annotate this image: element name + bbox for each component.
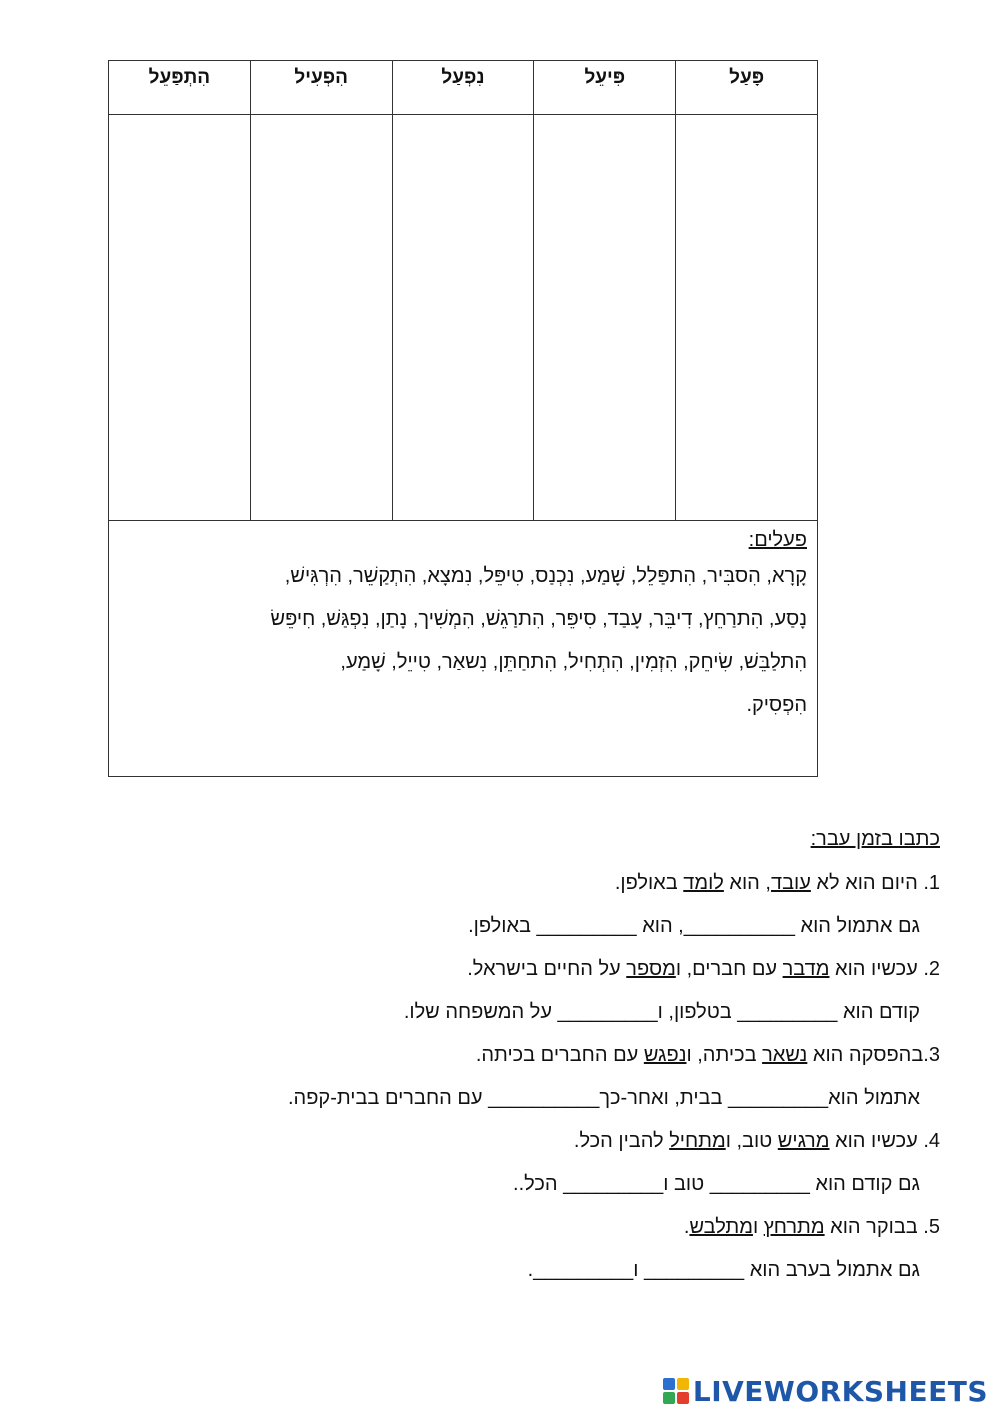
q-text: להבין הכל. [573,1130,670,1152]
verbs-line-4: הִפְסִיק. [746,694,807,716]
binyanim-table [108,60,818,777]
liveworksheets-logo [663,1374,988,1408]
verbs-title: פעלים: [748,529,807,551]
q-text: 2. עכשיו הוא [829,958,940,980]
exercise-1-question [80,868,940,898]
q-text: ו [752,1216,764,1238]
q-text: . [683,1216,690,1238]
verbs-bank [109,521,818,777]
exercise-3-answer-line[interactable]: אתמול הוא_________ בבית, ואחר-כך__________ עם החברים בבית-קפה. [287,1087,920,1109]
verbs-row [109,521,818,777]
exercise-1-answer-line[interactable]: גם אתמול הוא __________, הוא _________ באולפן. [468,915,920,937]
q-underlined-verb: מתלבש [689,1216,753,1238]
answer-cell-hitpael[interactable] [109,115,251,521]
q-text: באולפן. [614,872,684,894]
exercise-5-question [80,1212,940,1242]
q-text: עם חברים, ו [675,958,783,980]
verbs-line-1: קָרָא, הִסבִּיר, הִתפַּלֵל, שָׁמַע, נִכְנַס, טִיפֵּל, נִמצָא, הִתְקַשֵׁר, הִרְגִּישׁ, [284,565,807,587]
exercise-5-answer-line[interactable]: גם אתמול בערב הוא _________ ו_________. [527,1259,920,1281]
exercise-2-question [80,954,940,984]
exercise-3-question [80,1040,940,1070]
q-underlined-verb: מדבר [782,958,830,980]
q-text: טוב, ו [725,1130,778,1152]
exercise-2-answer-line[interactable]: קודם הוא _________ בטלפון, ו_________ על המשפחה שלו. [403,1001,920,1023]
q-text: בכיתה, ו [686,1044,763,1066]
q-underlined-verb: נשאר [762,1044,808,1066]
header-hitpael: הִתְפַּעֵל [109,61,251,115]
table-header-row [109,61,818,115]
exercises-title: כתבו בזמן עבר: [810,828,940,850]
q-underlined-verb: נפגש [643,1044,687,1066]
header-hifil: הִפְעִיל [250,61,392,115]
answer-cell-hifil[interactable] [250,115,392,521]
answer-cell-piel[interactable] [534,115,676,521]
q-underlined-verb: עובד [770,872,811,894]
answer-cell-paal[interactable] [676,115,818,521]
q-underlined-verb: לומד [683,872,724,894]
q-text: 4. עכשיו הוא [829,1130,940,1152]
q-text: , הוא [723,872,771,894]
q-text: 1. היום הוא לא [810,872,940,894]
verbs-line-2: נָסַע, הִתרַחֵץ, דִיבֵּר, עָבַד, סִיפֵּר, הִתרַגֵשׁ, הִמְשִׁיך, נָתַן, נִפְגַּשׁ, חִיפֵּשׂ [270,608,807,630]
logo-text: LIVEWORKSHEETS [692,1374,988,1408]
exercise-4-answer-line[interactable]: גם קודם הוא _________ טוב ו_________ הכל.. [513,1173,920,1195]
q-underlined-verb: מרגיש [777,1130,830,1152]
verbs-line-3: הִתלַבֵּשׁ, שִׂיחֵק, הִזְמִין, הִתְחִיל, הִתחַתֵּן, נִשאַר, טִייֵל, שָׁמַע, [340,651,807,673]
header-nifal: נִפְעַל [392,61,534,115]
liveworksheets-mark-icon [663,1378,689,1404]
table-answer-row [109,115,818,521]
header-paal: פָּעַל [676,61,818,115]
q-text: על החיים בישראל. [467,958,627,980]
q-text: עם החברים בכיתה. [475,1044,644,1066]
q-underlined-verb: מתחיל [669,1130,726,1152]
header-piel: פִּיעֵל [534,61,676,115]
q-text: 5. בבוקר הוא [824,1216,940,1238]
past-tense-exercises [80,824,940,1298]
answer-cell-nifal[interactable] [392,115,534,521]
q-underlined-verb: מספר [626,958,676,980]
q-text: 3.בהפסקה הוא [807,1044,940,1066]
exercise-4-question [80,1126,940,1156]
q-underlined-verb: מתרחץ [763,1216,825,1238]
